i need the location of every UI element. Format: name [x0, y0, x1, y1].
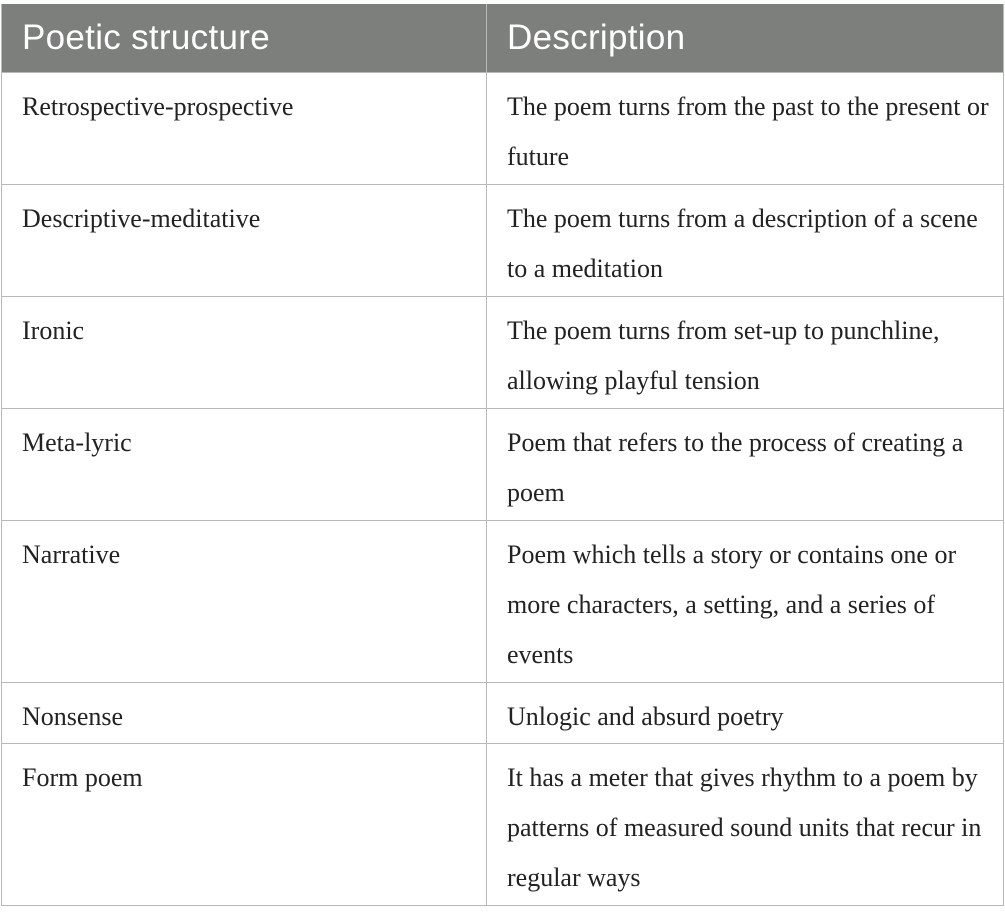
- table-row: [2, 73, 1004, 185]
- header-poetic-structure: Poetic structure: [2, 4, 487, 73]
- table-header: [2, 4, 1004, 73]
- table-row: [2, 185, 1004, 297]
- description-cell: The poem turns from a description of a scene to a meditation: [487, 185, 1004, 297]
- structure-cell: Descriptive-meditative: [2, 185, 487, 297]
- structure-cell: Ironic: [2, 297, 487, 409]
- description-cell: The poem turns from set-up to punchline, allowing playful tension: [487, 297, 1004, 409]
- structure-cell: Retrospective-prospective: [2, 73, 487, 185]
- structure-cell: Meta-lyric: [2, 409, 487, 521]
- header-row: [2, 4, 1004, 73]
- structure-cell: Form poem: [2, 744, 487, 906]
- table-row: [2, 409, 1004, 521]
- table-body: [2, 73, 1004, 906]
- description-cell: Poem which tells a story or contains one or more characters, a setting, and a series of events: [487, 521, 1004, 683]
- table-row: [2, 744, 1004, 906]
- poetic-structure-table: [1, 4, 1004, 906]
- header-description: Description: [487, 4, 1004, 73]
- structure-cell: Nonsense: [2, 683, 487, 744]
- description-cell: It has a meter that gives rhythm to a poem by patterns of measured sound units that recur in regular ways: [487, 744, 1004, 906]
- table-row: [2, 297, 1004, 409]
- structure-cell: Narrative: [2, 521, 487, 683]
- description-cell: Poem that refers to the process of creating a poem: [487, 409, 1004, 521]
- table-row: [2, 521, 1004, 683]
- description-cell: The poem turns from the past to the present or future: [487, 73, 1004, 185]
- description-cell: Unlogic and absurd poetry: [487, 683, 1004, 744]
- table-row: [2, 683, 1004, 744]
